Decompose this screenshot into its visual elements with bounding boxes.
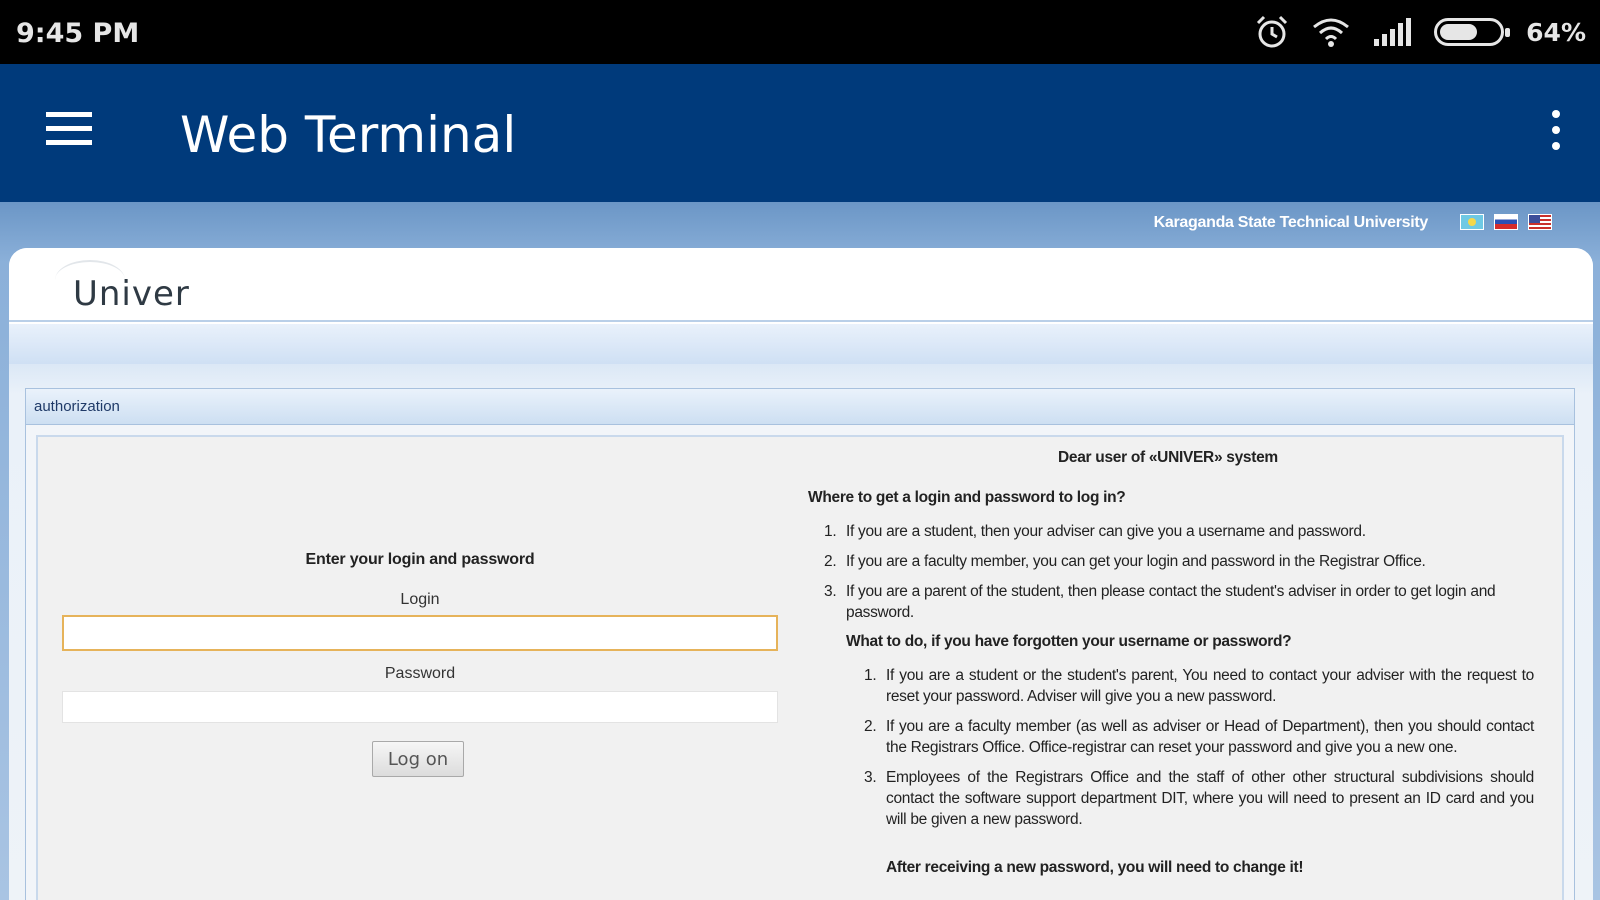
login-label: Login bbox=[400, 591, 440, 608]
login-sources-list bbox=[824, 521, 1546, 632]
site-header bbox=[9, 248, 1593, 322]
webview bbox=[0, 202, 1600, 900]
list-item: 1. If you are a student, then your adviser can give you a username and password. bbox=[824, 523, 1366, 540]
greeting: Dear user of «UNIVER» system bbox=[1058, 449, 1278, 466]
change-password-note: After receiving a new password, you will need to change it! bbox=[886, 859, 1304, 876]
us-flag-icon[interactable] bbox=[1528, 214, 1552, 230]
battery-percent: 64% bbox=[1526, 17, 1586, 47]
clock: 9:45 PM bbox=[16, 18, 140, 49]
kz-flag-icon[interactable] bbox=[1460, 214, 1484, 230]
status-icons bbox=[1254, 14, 1586, 50]
list-item: 3. If you are a parent of the student, then please contact the student's adviser in order to get login and password. bbox=[824, 583, 1496, 621]
alarm-icon bbox=[1254, 14, 1290, 50]
site-logo[interactable]: Univer bbox=[73, 274, 190, 314]
log-on-button[interactable]: Log on bbox=[372, 741, 464, 777]
list-item: 1. If you are a student or the student's parent, You need to contact your adviser with the request to reset your password. Adviser will give you a new password. bbox=[864, 667, 1534, 705]
login-prompt: Enter your login and password bbox=[305, 551, 535, 568]
list-item: 3. Employees of the Registrars Office and the staff of other other structural subdivisions should contact the software support department DIT, where you will need to present an ID card and you will be given a new password. bbox=[864, 769, 1534, 828]
wifi-icon bbox=[1312, 17, 1350, 47]
password-label: Password bbox=[384, 665, 456, 682]
signal-icon bbox=[1372, 17, 1412, 47]
forgot-password-list bbox=[864, 665, 1534, 839]
language-switcher bbox=[1460, 214, 1552, 230]
authorization-panel bbox=[25, 388, 1575, 900]
site-top-strip bbox=[0, 202, 1600, 248]
list-item: 2. If you are a faculty member, you can get your login and password in the Registrar Office. bbox=[824, 553, 1426, 570]
battery-fill bbox=[1440, 24, 1477, 40]
site-card bbox=[9, 248, 1593, 900]
status-bar bbox=[0, 0, 1600, 64]
hamburger-menu-icon[interactable] bbox=[40, 110, 96, 154]
ru-flag-icon[interactable] bbox=[1494, 214, 1518, 230]
app-title: Web Terminal bbox=[180, 106, 517, 164]
battery-icon bbox=[1434, 18, 1504, 46]
list-item: 2. If you are a faculty member (as well as adviser or Head of Department), then you should contact the Registrars Office. Office-registrar can reset your password and give you a new one. bbox=[864, 718, 1534, 756]
overflow-menu-icon[interactable] bbox=[1540, 108, 1570, 156]
panel-body bbox=[36, 435, 1564, 900]
university-name: Karaganda State Technical University bbox=[1153, 214, 1428, 231]
app-bar bbox=[0, 64, 1600, 202]
question-where-login: Where to get a login and password to log in? bbox=[808, 489, 1126, 506]
panel-title: authorization bbox=[26, 389, 1574, 425]
password-input[interactable] bbox=[62, 691, 778, 723]
login-input[interactable] bbox=[62, 615, 778, 651]
question-forgot-password: What to do, if you have forgotten your username or password? bbox=[846, 633, 1292, 650]
nav-band bbox=[9, 324, 1593, 364]
